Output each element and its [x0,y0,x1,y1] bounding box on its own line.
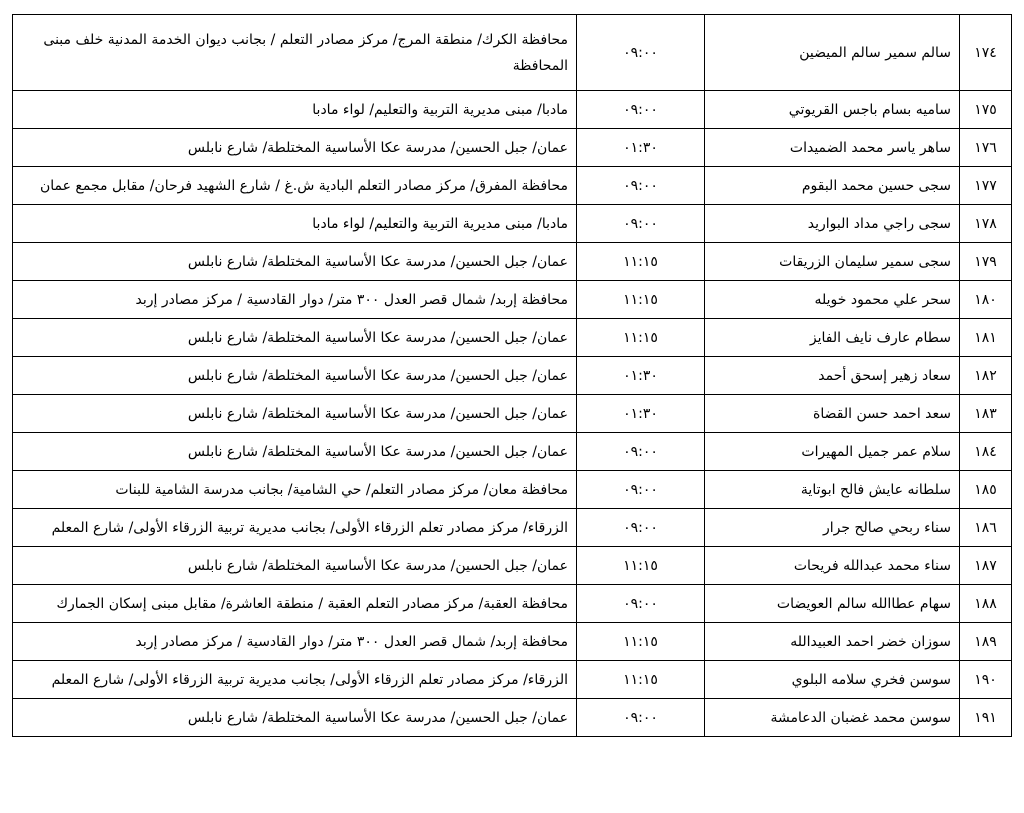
table-row [13,699,1012,737]
person-name: سوسن محمد غضبان الدعامشة [705,699,960,737]
exam-location: عمان/ جبل الحسين/ مدرسة عكا الأساسية المختلطة/ شارع نابلس [13,395,577,433]
row-number: ١٧٥ [960,91,1012,129]
table-row [13,91,1012,129]
row-number: ١٧٨ [960,205,1012,243]
row-number: ١٨٤ [960,433,1012,471]
exam-location: محافظة معان/ مركز مصادر التعلم/ حي الشامية/ بجانب مدرسة الشامية للبنات [13,471,577,509]
row-number: ١٨٩ [960,623,1012,661]
person-name: سعد احمد حسن القضاة [705,395,960,433]
row-number: ١٨٧ [960,547,1012,585]
person-name: سناء محمد عبدالله فريحات [705,547,960,585]
person-name: سالم سمير سالم الميضين [705,15,960,91]
table-row [13,509,1012,547]
exam-location: محافظة العقبة/ مركز مصادر التعلم العقبة / منطقة العاشرة/ مقابل مبنى إسكان الجمارك [13,585,577,623]
appointment-time: ١١:١٥ [577,319,705,357]
table-row [13,129,1012,167]
table-row [13,661,1012,699]
exam-location: محافظة الكرك/ منطقة المرج/ مركز مصادر التعلم / بجانب ديوان الخدمة المدنية خلف مبنى المحافظة [13,15,577,91]
table-row [13,395,1012,433]
table-row [13,15,1012,91]
row-number: ١٩٠ [960,661,1012,699]
table-row [13,243,1012,281]
table-row [13,433,1012,471]
appointment-time: ١١:١٥ [577,243,705,281]
table-row [13,623,1012,661]
row-number: ١٨٨ [960,585,1012,623]
row-number: ١٧٦ [960,129,1012,167]
appointment-time: ٠٩:٠٠ [577,509,705,547]
exam-location: عمان/ جبل الحسين/ مدرسة عكا الأساسية المختلطة/ شارع نابلس [13,699,577,737]
exam-location: عمان/ جبل الحسين/ مدرسة عكا الأساسية المختلطة/ شارع نابلس [13,129,577,167]
person-name: سلطانه عايش فالح ابوتاية [705,471,960,509]
appointment-time: ٠٩:٠٠ [577,91,705,129]
appointment-time: ١١:١٥ [577,661,705,699]
exam-location: الزرقاء/ مركز مصادر تعلم الزرقاء الأولى/ بجانب مديرية تربية الزرقاء الأولى/ شارع المعلم [13,661,577,699]
person-name: ساميه بسام باجس القريوتي [705,91,960,129]
appointment-time: ٠١:٣٠ [577,129,705,167]
exam-location: محافظة إربد/ شمال قصر العدل ٣٠٠ متر/ دوار القادسية / مركز مصادر إربد [13,623,577,661]
row-number: ١٨٢ [960,357,1012,395]
exam-location: عمان/ جبل الحسين/ مدرسة عكا الأساسية المختلطة/ شارع نابلس [13,357,577,395]
appointment-time: ٠٩:٠٠ [577,205,705,243]
row-number: ١٧٩ [960,243,1012,281]
table-row [13,547,1012,585]
row-number: ١٨٦ [960,509,1012,547]
table-row [13,357,1012,395]
exam-location: عمان/ جبل الحسين/ مدرسة عكا الأساسية المختلطة/ شارع نابلس [13,319,577,357]
person-name: ساهر ياسر محمد الضميدات [705,129,960,167]
table-row [13,471,1012,509]
person-name: سوزان خضر احمد العبيدالله [705,623,960,661]
person-name: سحر علي محمود خويله [705,281,960,319]
person-name: سطام عارف نايف الفايز [705,319,960,357]
exam-location: عمان/ جبل الحسين/ مدرسة عكا الأساسية المختلطة/ شارع نابلس [13,243,577,281]
person-name: سجى حسين محمد البقوم [705,167,960,205]
appointment-time: ٠١:٣٠ [577,395,705,433]
exam-location: محافظة إربد/ شمال قصر العدل ٣٠٠ متر/ دوار القادسية / مركز مصادر إربد [13,281,577,319]
row-number: ١٨٠ [960,281,1012,319]
appointment-time: ٠٩:٠٠ [577,433,705,471]
person-name: سجى راجي مداد البواريد [705,205,960,243]
exam-location: عمان/ جبل الحسين/ مدرسة عكا الأساسية المختلطة/ شارع نابلس [13,547,577,585]
roster-body [13,15,1012,737]
person-name: سناء ربحي صالح جرار [705,509,960,547]
appointment-time: ٠٩:٠٠ [577,699,705,737]
table-row [13,585,1012,623]
table-row [13,281,1012,319]
table-row [13,205,1012,243]
exam-location: الزرقاء/ مركز مصادر تعلم الزرقاء الأولى/ بجانب مديرية تربية الزرقاء الأولى/ شارع المعلم [13,509,577,547]
person-name: سجى سمير سليمان الزريقات [705,243,960,281]
person-name: سوسن فخري سلامه البلوي [705,661,960,699]
table-row [13,319,1012,357]
exam-location: محافظة المفرق/ مركز مصادر التعلم البادية ش.غ / شارع الشهيد فرحان/ مقابل مجمع عمان [13,167,577,205]
roster-table [12,14,1012,737]
row-number: ١٧٧ [960,167,1012,205]
exam-location: مادبا/ مبنى مديرية التربية والتعليم/ لواء مادبا [13,205,577,243]
row-number: ١٩١ [960,699,1012,737]
person-name: سلام عمر جميل المهيرات [705,433,960,471]
appointment-time: ٠٩:٠٠ [577,167,705,205]
table-row [13,167,1012,205]
person-name: سهام عطاالله سالم العويضات [705,585,960,623]
appointment-time: ٠٩:٠٠ [577,585,705,623]
person-name: سعاد زهير إسحق أحمد [705,357,960,395]
row-number: ١٨١ [960,319,1012,357]
appointment-time: ٠٩:٠٠ [577,471,705,509]
row-number: ١٨٥ [960,471,1012,509]
row-number: ١٨٣ [960,395,1012,433]
appointment-time: ١١:١٥ [577,623,705,661]
appointment-time: ٠٩:٠٠ [577,15,705,91]
row-number: ١٧٤ [960,15,1012,91]
appointment-time: ١١:١٥ [577,281,705,319]
exam-location: مادبا/ مبنى مديرية التربية والتعليم/ لواء مادبا [13,91,577,129]
appointment-time: ١١:١٥ [577,547,705,585]
appointment-time: ٠١:٣٠ [577,357,705,395]
exam-location: عمان/ جبل الحسين/ مدرسة عكا الأساسية المختلطة/ شارع نابلس [13,433,577,471]
